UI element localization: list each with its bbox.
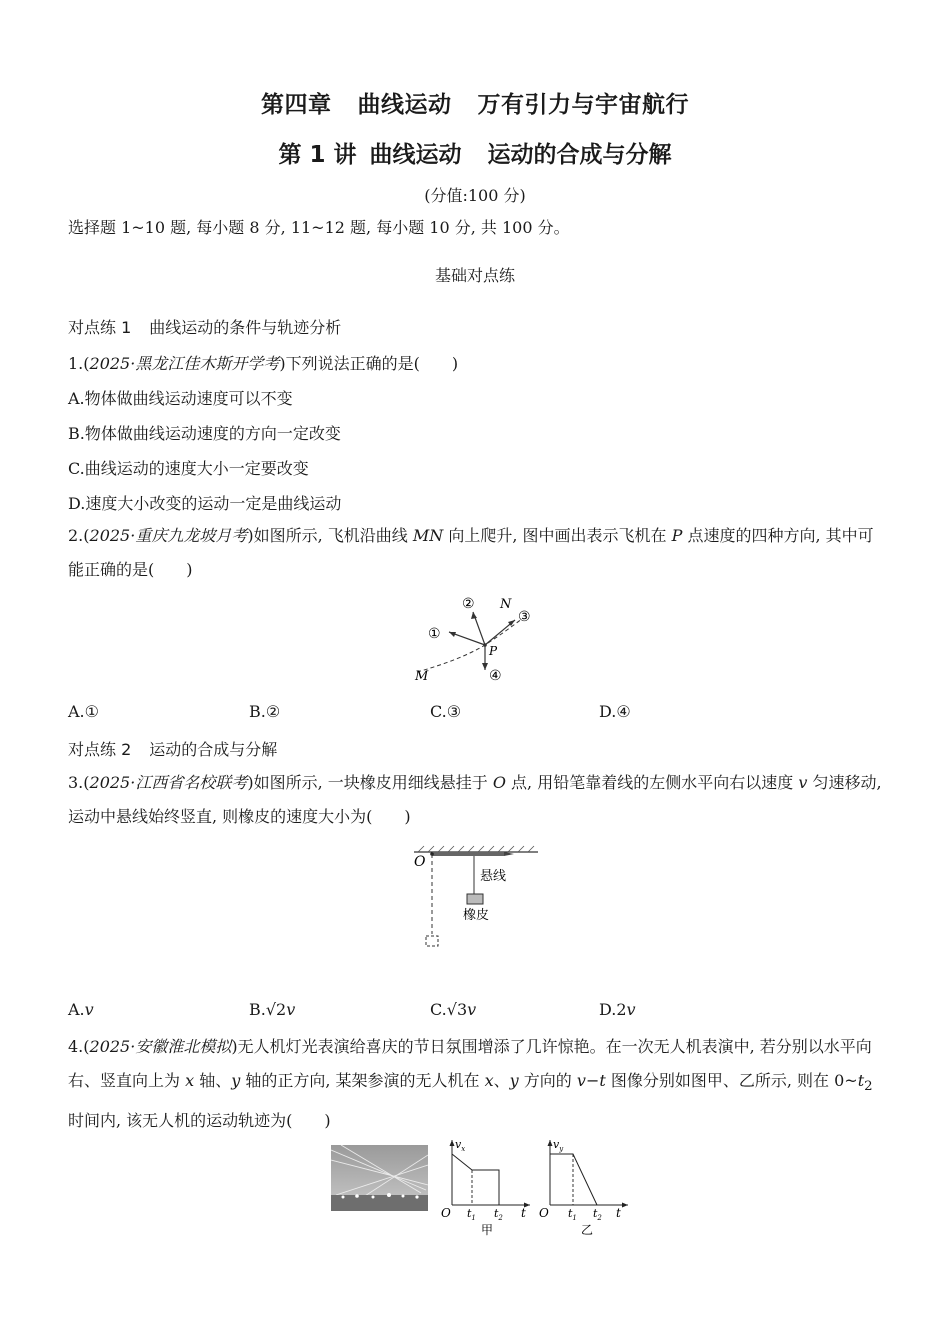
time-symbol: t	[857, 1071, 865, 1090]
graph-caption: 乙	[581, 1223, 594, 1237]
vy-t-graph	[536, 1135, 636, 1240]
point-title: 曲线运动的条件与轨迹分析	[149, 318, 342, 337]
y-axis-subscript: x	[461, 1145, 466, 1153]
option-letter: A.	[68, 1000, 85, 1019]
question-text: 点, 用铅笔靠着线的左侧水平向右以速度	[505, 773, 799, 792]
arrow-4-head	[482, 663, 488, 670]
question-source: 2025·江西省名校联考	[89, 773, 248, 792]
lecture-prefix: 第	[278, 142, 302, 168]
q2-options	[68, 702, 883, 724]
q1-option-a[interactable]: A.物体做曲线运动速度可以不变	[68, 389, 293, 408]
chapter-part2: 万有引力与宇宙航行	[477, 92, 689, 118]
q3-options	[68, 1000, 883, 1022]
question-text: 轴、	[194, 1071, 232, 1090]
point-title: 运动的合成与分解	[149, 740, 278, 759]
vx-t-graph	[438, 1135, 538, 1240]
y-axis-label: v	[455, 1138, 462, 1151]
q3-option-c[interactable]	[430, 1000, 476, 1019]
t2-label: t	[593, 1207, 598, 1220]
lecture-number: 1	[309, 142, 326, 168]
svg-text:vx	[455, 1138, 465, 1153]
question-3	[68, 766, 883, 834]
lecture-suffix: 讲	[333, 142, 357, 168]
question-source: 2025·安徽淮北模拟	[89, 1037, 232, 1056]
vt-symbol: v−t	[576, 1071, 606, 1090]
point-label: P	[671, 526, 683, 545]
question-text: )如图所示, 一块橡皮用细线悬挂于	[247, 773, 493, 792]
question-text: 方向的	[518, 1071, 577, 1090]
eraser-pendulum-figure	[408, 842, 543, 954]
chapter-part1: 曲线运动	[357, 92, 452, 118]
label-o: O	[414, 854, 426, 870]
chapter-title	[0, 86, 950, 119]
x-axis-label: t	[521, 1206, 526, 1220]
label-eraser: 橡皮	[463, 908, 490, 923]
svg-text:vy	[553, 1138, 564, 1153]
q3-option-d[interactable]	[599, 1000, 636, 1019]
eraser	[467, 894, 483, 904]
option-value: v	[286, 1000, 296, 1019]
q3-option-a[interactable]	[68, 1000, 94, 1019]
t2-label: t	[494, 1207, 499, 1220]
question-text: 向上爬升, 图中画出表示飞机在	[443, 526, 672, 545]
option-value: v	[626, 1000, 636, 1019]
point-o: O	[492, 773, 506, 792]
velocity-symbol: v	[798, 773, 808, 792]
pencil	[432, 852, 504, 856]
label-n: N	[500, 597, 512, 612]
label-m: M	[415, 669, 429, 684]
option-letter: D.2	[599, 1000, 627, 1019]
question-number: 3.(	[68, 773, 90, 792]
question-source: 2025·黑龙江佳木斯开学考	[89, 354, 280, 373]
lecture-part2: 运动的合成与分解	[487, 142, 672, 168]
svg-text:t1	[467, 1207, 476, 1222]
ceiling-hatch	[418, 846, 534, 852]
q3-option-b[interactable]	[249, 1000, 295, 1019]
section-heading: 基础对点练	[434, 266, 515, 285]
label-3: ③	[518, 609, 531, 625]
q1-option-c[interactable]: C.曲线运动的速度大小一定要改变	[68, 459, 309, 478]
q2-option-b[interactable]: B.②	[249, 702, 281, 721]
t2-subscript: 2	[498, 1214, 503, 1222]
question-text: 图像分别如图甲、乙所示, 则在 0~	[605, 1071, 858, 1090]
point-label: 对点练 1	[68, 318, 132, 337]
y-axis-label: v	[553, 1138, 560, 1151]
label-2: ②	[462, 596, 475, 612]
t1-label: t	[467, 1207, 472, 1220]
question-text: 轴的正方向, 某架参演的无人机在	[240, 1071, 485, 1090]
question-number: 4.(	[68, 1037, 90, 1056]
drone-show-photo	[331, 1145, 428, 1211]
t1-subscript: 1	[572, 1214, 577, 1222]
question-text: )如图所示, 飞机沿曲线	[247, 526, 413, 545]
label-1: ①	[428, 626, 441, 642]
axis-x: x	[484, 1071, 494, 1090]
y-axis-subscript: y	[559, 1145, 564, 1153]
question-text: )无人机灯光表演给喜庆的节日氛围增添了几许惊艳。在一次无人机表演中, 若分别以水平向右、竖直向上为	[68, 1037, 872, 1090]
label-p: P	[489, 644, 498, 658]
origin-label: O	[539, 1206, 549, 1220]
initial-eraser	[426, 936, 438, 946]
q2-option-d[interactable]: D.④	[599, 702, 631, 721]
point-label: 对点练 2	[68, 740, 132, 759]
graph-caption: 甲	[481, 1223, 494, 1237]
q1-option-b[interactable]: B.物体做曲线运动速度的方向一定改变	[68, 424, 341, 443]
lecture-title	[0, 136, 950, 169]
option-letter: C.	[430, 1000, 447, 1019]
question-text: 点速度的四种方向, 其中可能正确的是( )	[68, 526, 874, 579]
question-2	[68, 519, 883, 587]
score-note: (分值:100 分)	[424, 186, 526, 205]
q2-option-a[interactable]: A.①	[68, 702, 99, 721]
question-text: )下列说法正确的是( )	[279, 354, 459, 373]
airplane-velocity-figure	[405, 590, 555, 685]
chapter-number: 第四章	[261, 92, 332, 118]
t2-subscript: 2	[597, 1214, 602, 1222]
point-heading-1	[68, 315, 359, 338]
point-p	[483, 643, 487, 647]
q1-option-d[interactable]: D.速度大小改变的运动一定是曲线运动	[68, 494, 342, 513]
vx-line	[452, 1154, 499, 1205]
q2-option-c[interactable]: C.③	[430, 702, 462, 721]
lecture-part1: 曲线运动	[369, 142, 462, 168]
question-text: 匀速移动, 运动中悬线始终竖直, 则橡皮的速度大小为( )	[68, 773, 882, 826]
option-letter: B.	[249, 1000, 266, 1019]
intro-text: 选择题 1~10 题, 每小题 8 分, 11~12 题, 每小题 10 分, 共 100 分。	[68, 218, 570, 237]
question-1	[68, 351, 458, 374]
question-source: 2025·重庆九龙坡月考	[89, 526, 248, 545]
t1-label: t	[568, 1207, 573, 1220]
svg-text:t2	[494, 1207, 503, 1222]
label-thread: 悬线	[480, 869, 507, 884]
option-root: √2	[265, 1000, 287, 1019]
arrow-1-head	[449, 632, 456, 637]
time-subscript: 2	[864, 1079, 873, 1095]
option-root: √3	[446, 1000, 468, 1019]
question-number: 2.(	[68, 526, 90, 545]
point-heading-2	[68, 737, 295, 760]
svg-text:t1	[568, 1207, 577, 1222]
svg-text:t2	[593, 1207, 602, 1222]
t1-subscript: 1	[471, 1214, 476, 1222]
question-4	[68, 1030, 883, 1138]
axis-y: y	[509, 1071, 519, 1090]
curve-label: MN	[412, 526, 444, 545]
vy-line	[550, 1154, 597, 1205]
question-text: 、	[493, 1071, 510, 1090]
label-4: ④	[489, 668, 502, 684]
axis-y: y	[231, 1071, 241, 1090]
axis-x: x	[185, 1071, 195, 1090]
x-axis-label: t	[616, 1206, 621, 1220]
question-number: 1.(	[68, 354, 90, 373]
origin-label: O	[441, 1206, 451, 1220]
option-value: v	[84, 1000, 94, 1019]
option-value: v	[467, 1000, 477, 1019]
question-text: 时间内, 该无人机的运动轨迹为( )	[68, 1111, 331, 1131]
